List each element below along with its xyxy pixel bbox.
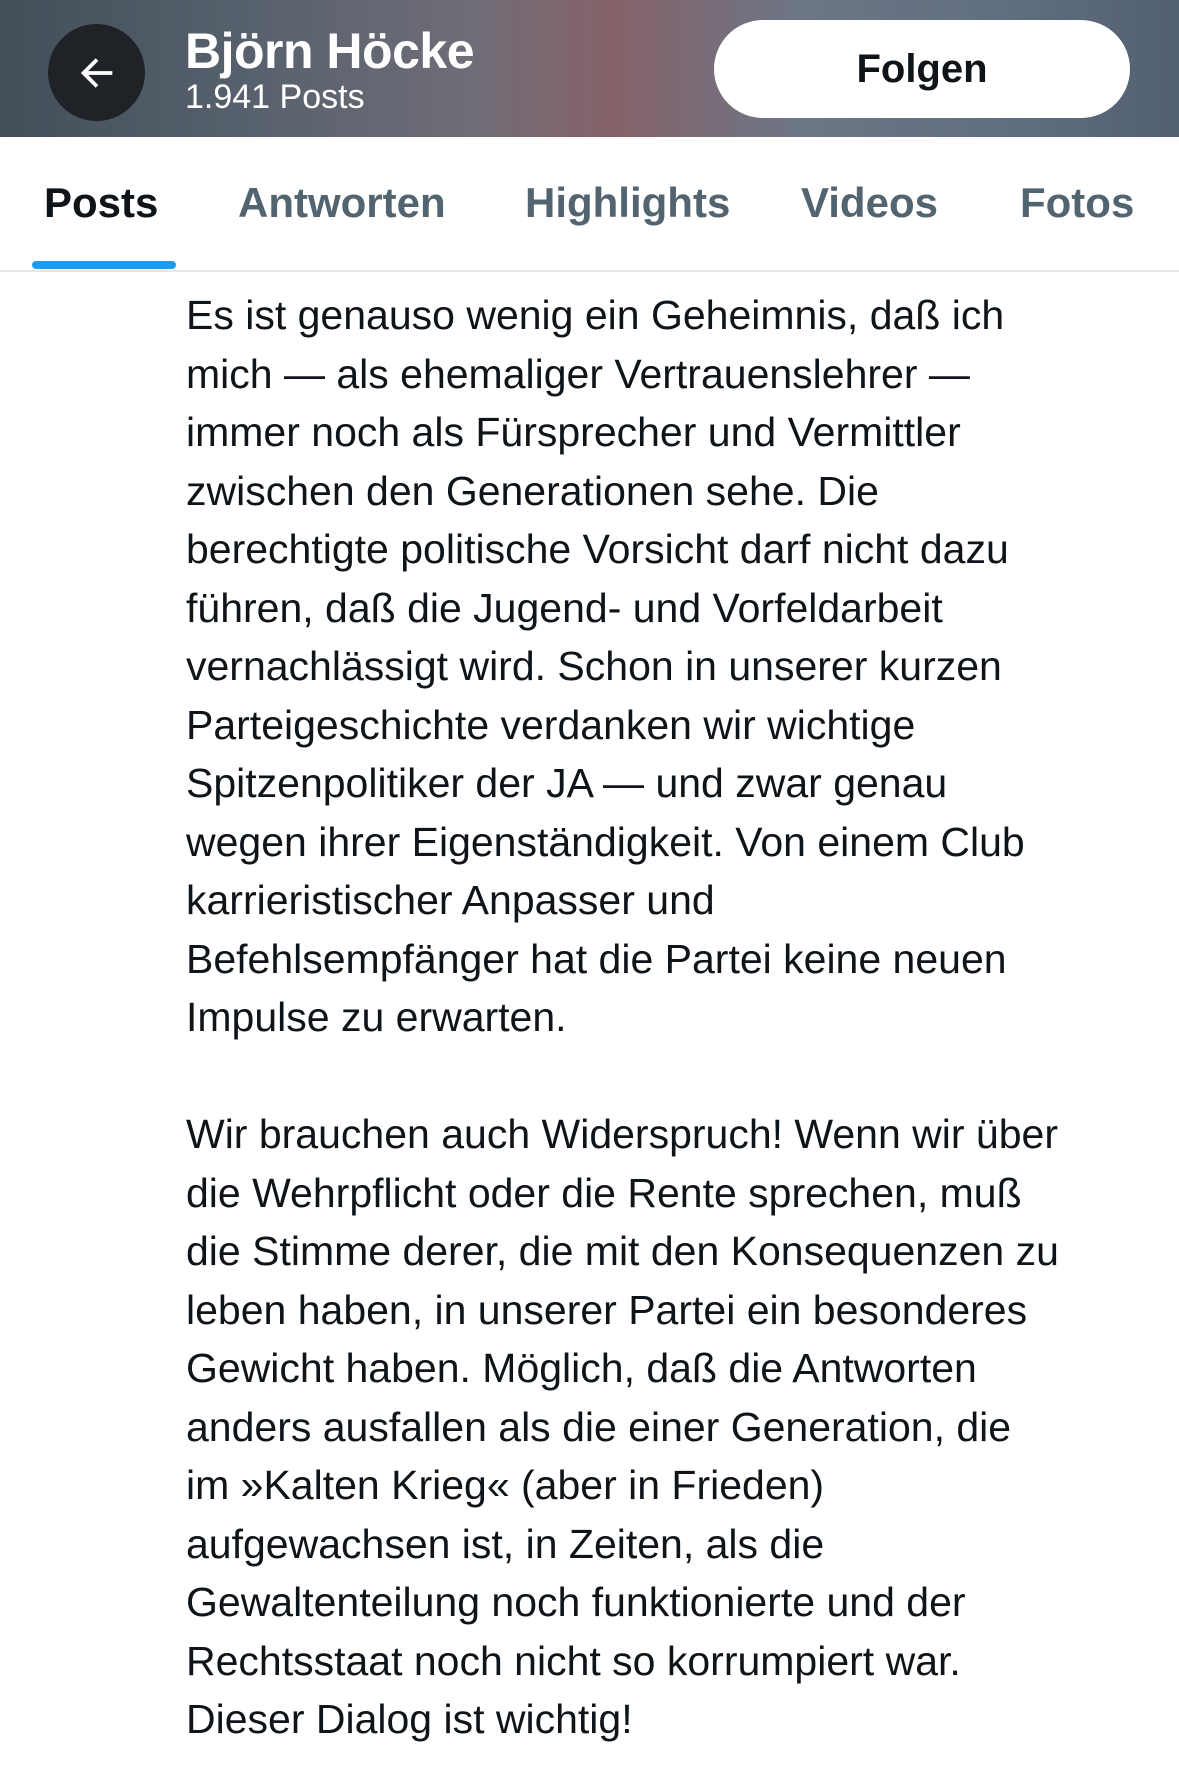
post-line: die Wehrpflicht oder die Rente sprechen, muß (186, 1169, 1022, 1216)
follow-button[interactable]: Folgen (714, 20, 1130, 118)
post-line: leben haben, in unserer Partei ein besonderes (186, 1286, 1028, 1333)
profile-tabs (0, 137, 1179, 272)
post-line: zwischen den Generationen sehe. Die (186, 467, 879, 514)
post-line: karrieristischer Anpasser und (186, 877, 715, 923)
active-tab-indicator (32, 261, 176, 269)
post-line: Gewicht haben. Möglich, daß die Antworten (186, 1345, 977, 1391)
post-line: immer noch als Fürsprecher und Vermittler (186, 409, 961, 455)
post-line: vernachlässigt wird. Schon in unserer kurzen (186, 643, 1002, 689)
tab-videos[interactable]: Videos (801, 179, 938, 226)
post-line: Parteigeschichte verdanken wir wichtige (186, 701, 916, 748)
post-count: 1.941 Posts (185, 78, 365, 116)
post-line: Es ist genauso wenig ein Geheimnis, daß ich (186, 292, 1005, 338)
post-paragraph-2 (186, 1105, 1161, 1749)
post-line: im »Kalten Krieg« (aber in Frieden) (186, 1462, 825, 1508)
post-line: berechtigte politische Vorsicht darf nicht dazu (186, 526, 1009, 572)
post-line: wegen ihrer Eigenständigkeit. Von einem Club (186, 818, 1025, 865)
profile-name: Björn Höcke (185, 23, 475, 79)
post-line: Befehlsempfänger hat die Partei keine neuen (186, 935, 1007, 982)
post-line: Wir brauchen auch Widerspruch! Wenn wir über (186, 1111, 1058, 1157)
post-line: mich — als ehemaliger Vertrauenslehrer — (186, 350, 970, 397)
post-line: Impulse zu erwarten. (186, 994, 567, 1040)
back-button[interactable] (48, 24, 145, 121)
post-line: die Stimme derer, die mit den Konsequenzen zu (186, 1228, 1059, 1274)
post-line: Spitzenpolitiker der JA — und zwar genau (186, 760, 948, 806)
post-text (186, 286, 1161, 1749)
tab-posts[interactable]: Posts (44, 179, 159, 226)
post-line: Gewaltenteilung noch funktionierte und der (186, 1579, 966, 1625)
arrow-left-icon (74, 50, 120, 96)
post-line: aufgewachsen ist, in Zeiten, als die (186, 1520, 825, 1567)
tab-fotos[interactable]: Fotos (1020, 179, 1135, 226)
post-line: Dieser Dialog ist wichtig! (186, 1696, 633, 1742)
post-line: anders ausfallen als die einer Generation, die (186, 1403, 1012, 1450)
profile-header (0, 0, 1179, 137)
tab-highlights[interactable]: Highlights (525, 179, 731, 226)
tab-antworten[interactable]: Antworten (238, 179, 446, 226)
post-paragraph-1 (186, 286, 1161, 1047)
post-line: führen, daß die Jugend- und Vorfeldarbeit (186, 584, 943, 631)
paragraph-gap (186, 1047, 1161, 1106)
post-line: Rechtsstaat noch nicht so korrumpiert war. (186, 1637, 961, 1684)
